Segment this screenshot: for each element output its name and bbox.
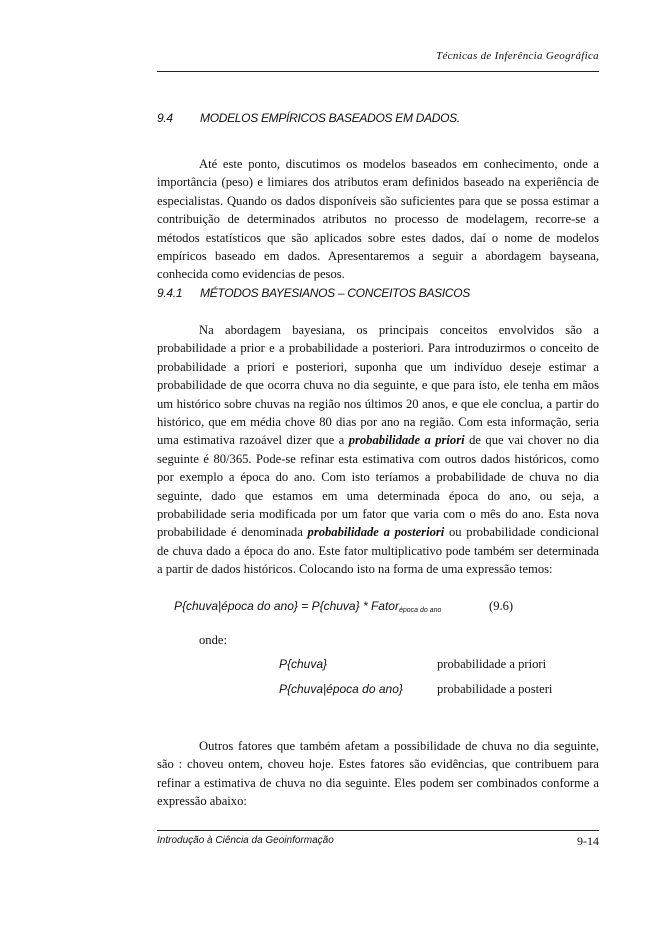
equation-number: (9.6) bbox=[489, 599, 514, 613]
subsection-title: MÉTODOS BAYESIANOS – CONCEITOS BASICOS bbox=[200, 286, 471, 300]
equation: P{chuva|época do ano} = P{chuva} * Fator$_{época do ano}$ bbox=[174, 599, 442, 614]
term-posterior: probabilidade a posteriori bbox=[307, 525, 445, 540]
running-header: Técnicas de Inferência Geográfica bbox=[436, 50, 599, 62]
equation-subscript: época do ano bbox=[398, 607, 442, 614]
footer-rule bbox=[157, 830, 599, 831]
where-label: onde: bbox=[199, 633, 227, 647]
section-number: 9.4 bbox=[157, 111, 173, 125]
definition-desc: probabilidade a posteri bbox=[437, 682, 553, 696]
page-number: 9-14 bbox=[577, 834, 599, 848]
section-heading bbox=[157, 111, 460, 125]
subsection-number: 9.4.1 bbox=[157, 286, 183, 300]
definition-term: P{chuva} bbox=[279, 657, 328, 671]
subsection-heading bbox=[157, 286, 470, 300]
definition-desc: probabilidade a priori bbox=[437, 657, 547, 671]
paragraph-intro: Até este ponto, discutimos os modelos baseados em conhecimento, onde a importância (peso) e limiares dos atributos eram definidos baseado na experiência de especialistas. Quando os dados disponíveis são suficientes para que se possa estimar a contribuição de determinados atributos no processo de modelagem, recorre-se a métodos estatísticos que são aplicados sobre estes dados, daí o nome de modelos empíricos baseado em dados. Apresentaremos a seguir a abordagem bayseana, conhecida como evidencias de pesos. bbox=[157, 157, 599, 282]
paragraph-bayes: Na abordagem bayesiana, os principais conceitos envolvidos são a probabilidade a prior e a probabilidade a posteriori. Para introduzirmos o conceito de probabilidade a priori e posteriori, suponha que um indivíduo deseje estimar a probabilidade de que ocorra chuva no dia seguinte, e que para isto, ele tenha em mãos um histórico sobre chuvas na região nos últimos 20 anos, e que ele conclua, a partir do histórico, que em média chove 80 dias por ano na região. Com esta informação, seria uma estimativa razoável dizer que a probabilidade a priori de que vai chover no dia seguinte é 80/365. Pode-se refinar esta estimativa com outros dados históricos, como por exemplo a época do ano. Com isto teríamos a probabilidade de chuva no dia seguinte, dado que estamos em uma determinada época do ano, ou seja, a probabilidade seria modificada por um fator que varia com o mês do ano. Esta nova probabilidade é denominada probabilidade a posteriori ou probabilidade condicional de chuva dado a época do ano. Este fator multiplicativo pode também ser determinada a partir de dados históricos. Colocando isto na forma de uma expressão temos: bbox=[157, 323, 599, 577]
definition-term: P{chuva|época do ano} bbox=[279, 682, 403, 696]
paragraph-evidence: Outros fatores que também afetam a possibilidade de chuva no dia seguinte, são : choveu ontem, choveu hoje. Estes fatores são evidências, que contribuem para refinar a estimativa de chuva no dia seguinte. Eles podem ser combinados conforme a expressão abaixo: bbox=[157, 739, 599, 809]
term-prior: probabilidade a priori bbox=[348, 433, 465, 448]
header-rule bbox=[157, 71, 599, 72]
section-title: MODELOS EMPÍRICOS BASEADOS EM DADOS. bbox=[200, 111, 460, 125]
footer-book-title: Introdução à Ciência da Geoinformação bbox=[157, 835, 334, 846]
